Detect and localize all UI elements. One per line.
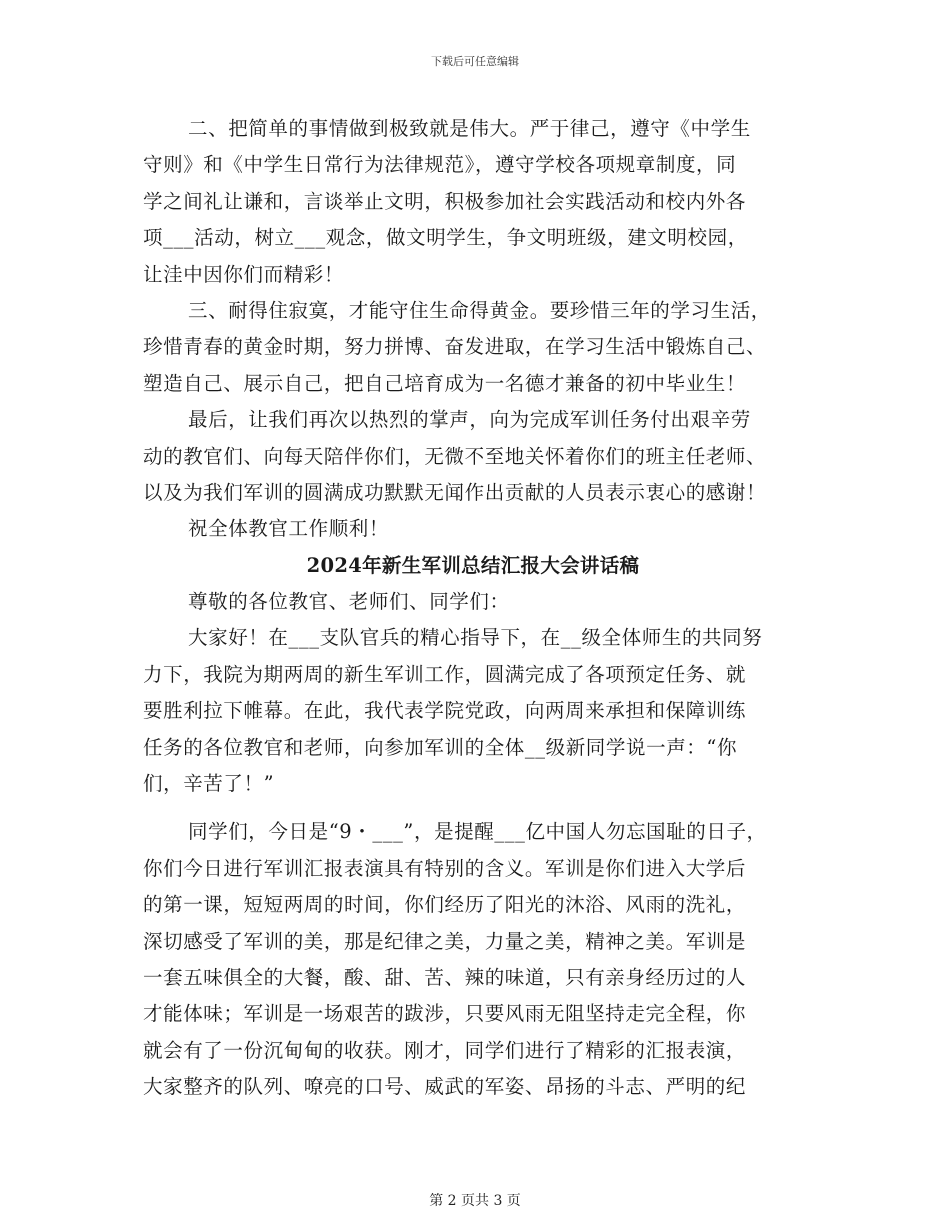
text-line: 你们今日进行军训汇报表演具有特别的含义。军训是你们进入大学后 [143, 856, 747, 880]
text-line: 项___活动，树立___观念，做文明学生，争文明班级，建文明校园， [143, 226, 748, 250]
text-line: 要胜利拉下帷幕。在此，我代表学院党政，向两周来承担和保障训练 [143, 699, 747, 723]
text-line: 就会有了一份沉甸甸的收获。刚才，同学们进行了精彩的汇报表演， [143, 1038, 747, 1062]
text-line: 塑造自己、展示自己，把自己培育成为一名德才兼备的初中毕业生！ [143, 371, 747, 395]
text-line: 力下，我院为期两周的新生军训工作，圆满完成了各项预定任务、就 [143, 662, 747, 686]
text-line: 让洼中因你们而精彩！ [143, 262, 345, 286]
text-line: 才能体味；军训是一场艰苦的跋涉，只要风雨无阻坚持走完全程，你 [143, 1002, 747, 1026]
text-line: 三、耐得住寂寞，才能守住生命得黄金。要珍惜三年的学习生活， [188, 298, 771, 322]
text-line: 守则》和《中学生日常行为法律规范》，遵守学校各项规章制度，同 [143, 153, 737, 177]
text-line: 珍惜青春的黄金时期，努力拼博、奋发进取，在学习生活中锻炼自己、 [143, 335, 767, 359]
text-line: 二、把简单的事情做到极致就是伟大。严于律己，遵守《中学生 [188, 117, 751, 140]
text-line: 祝全体教官工作顺利！ [188, 517, 390, 541]
paragraph-gap [143, 802, 823, 814]
text-line: 深切感受了军训的美，那是纪律之美，力量之美，精神之美。军训是 [143, 929, 747, 953]
text-line: 以及为我们军训的圆满成功默默无闻作出贡献的人员表示衷心的感谢！ [143, 480, 767, 504]
text-line: 们，辛苦了！” [143, 772, 275, 796]
section-title: 2024年新生军训总结汇报大会讲话稿 [306, 553, 640, 577]
text-line: 的第一课，短短两周的时间，你们经历了阳光的沐浴、风雨的洗礼， [143, 893, 747, 917]
text-line: 动的教官们、向每天陪伴你们，无微不至地关怀着你们的班主任老师、 [143, 444, 767, 468]
text-line: 一套五味俱全的大餐，酸、甜、苦、辣的味道，只有亲身经历过的人 [143, 965, 747, 989]
text-line: 任务的各位教官和老师，向参加军训的全体__级新同学说一声：“你 [143, 735, 738, 759]
text-line: 大家整齐的队列、嘹亮的口号、威武的军姿、昂扬的斗志、严明的纪 [143, 1075, 747, 1099]
text-line: 最后，让我们再次以热烈的掌声，向为完成军训任务付出艰辛劳 [188, 408, 751, 432]
document-body [143, 111, 823, 1106]
page-footer: 第 2 页共 3 页 [429, 1193, 521, 1209]
text-line: 同学们，今日是“9・___”，是提醒___亿中国人勿忘国耻的日子， [188, 820, 767, 844]
text-line: 大家好！在___支队官兵的精心指导下，在__级全体师生的共同努 [188, 626, 763, 650]
text-line: 尊敬的各位教官、老师们、同学们： [188, 590, 510, 614]
text-line: 学之间礼让谦和，言谈举止文明，积极参加社会实践活动和校内外各 [143, 189, 747, 213]
page-header: 下载后可任意编辑 [431, 55, 519, 68]
